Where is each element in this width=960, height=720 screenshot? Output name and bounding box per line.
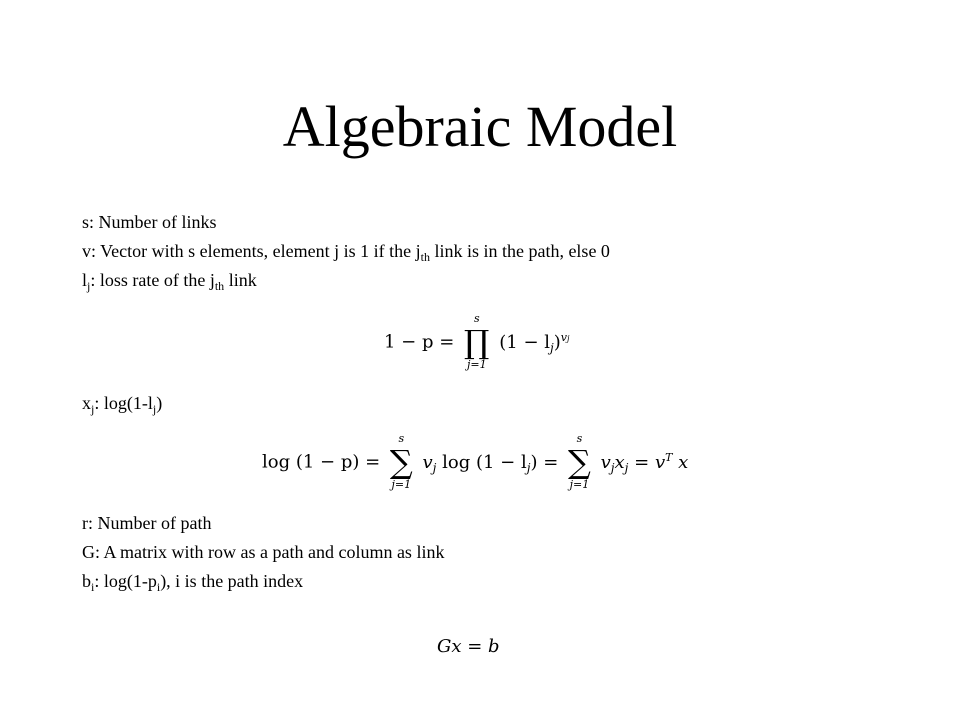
def-r xyxy=(82,512,211,534)
def-b-suffix: ), i is the path index xyxy=(160,571,304,591)
eq2-sum2-bottom: j=1 xyxy=(569,478,590,491)
eq2-sum2-top: s xyxy=(576,432,583,445)
eq2-term1-l-sub: j xyxy=(526,460,531,475)
eq2-rhs-v: v xyxy=(654,451,666,473)
eq2-term1 xyxy=(423,452,559,473)
eq2-sum2-operator xyxy=(568,433,591,491)
eq2-term2-x-sub: j xyxy=(624,460,629,475)
eq1-exponent xyxy=(561,331,570,344)
eq2-sum1-symbol: ∑ xyxy=(389,443,413,481)
eq1-prod-top: s xyxy=(473,312,480,325)
eq1-exp-base: v xyxy=(560,330,567,344)
def-v xyxy=(82,240,610,262)
def-x xyxy=(82,392,162,414)
eq2-term2 xyxy=(601,452,689,473)
def-l-prefix: l xyxy=(82,270,88,290)
eq1-body-sub: j xyxy=(550,340,554,355)
def-b xyxy=(82,570,303,592)
eq1-prod-bottom: j=1 xyxy=(466,358,487,371)
def-r-text: r: Number of path xyxy=(82,513,212,533)
eq2-sum1-top: s xyxy=(398,432,405,445)
def-l-sub2: th xyxy=(214,279,225,293)
eq2-sum1-operator xyxy=(390,433,413,491)
eq1-product-operator xyxy=(464,313,489,371)
eq1-exp-sub: j xyxy=(567,333,570,343)
def-v-prefix: v: Vector with s elements, element j is 1 if the j xyxy=(82,241,421,261)
def-b-prefix: b xyxy=(82,571,91,591)
eq2-term1-log: log (1 − l xyxy=(436,451,527,473)
def-g-text: G: A matrix with row as a path and column as link xyxy=(82,542,445,562)
slide-title: Algebraic Model xyxy=(282,94,678,159)
eq1-prod-symbol: ∏ xyxy=(464,323,490,361)
equation-product xyxy=(384,313,569,371)
eq1-body xyxy=(499,332,569,353)
def-s xyxy=(82,211,217,233)
eq2-term1-v: v xyxy=(422,451,433,473)
eq2-term2-v: v xyxy=(600,451,611,473)
eq2-sum2-symbol: ∑ xyxy=(568,443,591,481)
def-x-prefix: x xyxy=(82,393,91,413)
def-x-mid: : log(1-l xyxy=(94,393,153,413)
eq1-lhs: 1 − p = xyxy=(384,331,455,353)
def-l-suffix: link xyxy=(224,270,257,290)
def-l-mid: : loss rate of the j xyxy=(90,270,215,290)
def-b-sub2: i xyxy=(156,580,161,594)
def-s-text: s: Number of links xyxy=(82,212,217,232)
eq2-term1-close: ) = xyxy=(530,451,559,473)
eq2-term2-v-sub: j xyxy=(610,460,615,475)
equation-log-sum xyxy=(262,433,688,491)
def-b-mid: : log(1-p xyxy=(94,571,157,591)
eq2-term1-v-sub: j xyxy=(432,460,437,475)
eq2-rhs-sup: T xyxy=(665,450,673,464)
def-x-suffix: ) xyxy=(156,393,163,413)
def-x-sub1: j xyxy=(91,402,95,416)
def-b-sub1: i xyxy=(91,580,95,594)
def-v-sub: th xyxy=(420,250,430,264)
eq2-sum1-bottom: j=1 xyxy=(391,478,412,491)
eq1-body-close: ) xyxy=(553,331,561,353)
def-g xyxy=(82,541,444,563)
equation-gx-b: Gx = b xyxy=(437,636,500,657)
def-l xyxy=(82,269,257,291)
def-l-sub1: j xyxy=(87,279,91,293)
eq2-rhs-x: x xyxy=(672,451,689,473)
def-x-sub2: j xyxy=(152,402,157,416)
def-v-suffix: link is in the path, else 0 xyxy=(429,241,610,261)
eq1-body-open: (1 − l xyxy=(499,331,551,353)
eq2-term2-eq: = xyxy=(628,451,655,473)
eq2-lhs: log (1 − p) = xyxy=(262,451,381,473)
eq2-term2-x: x xyxy=(614,451,625,473)
